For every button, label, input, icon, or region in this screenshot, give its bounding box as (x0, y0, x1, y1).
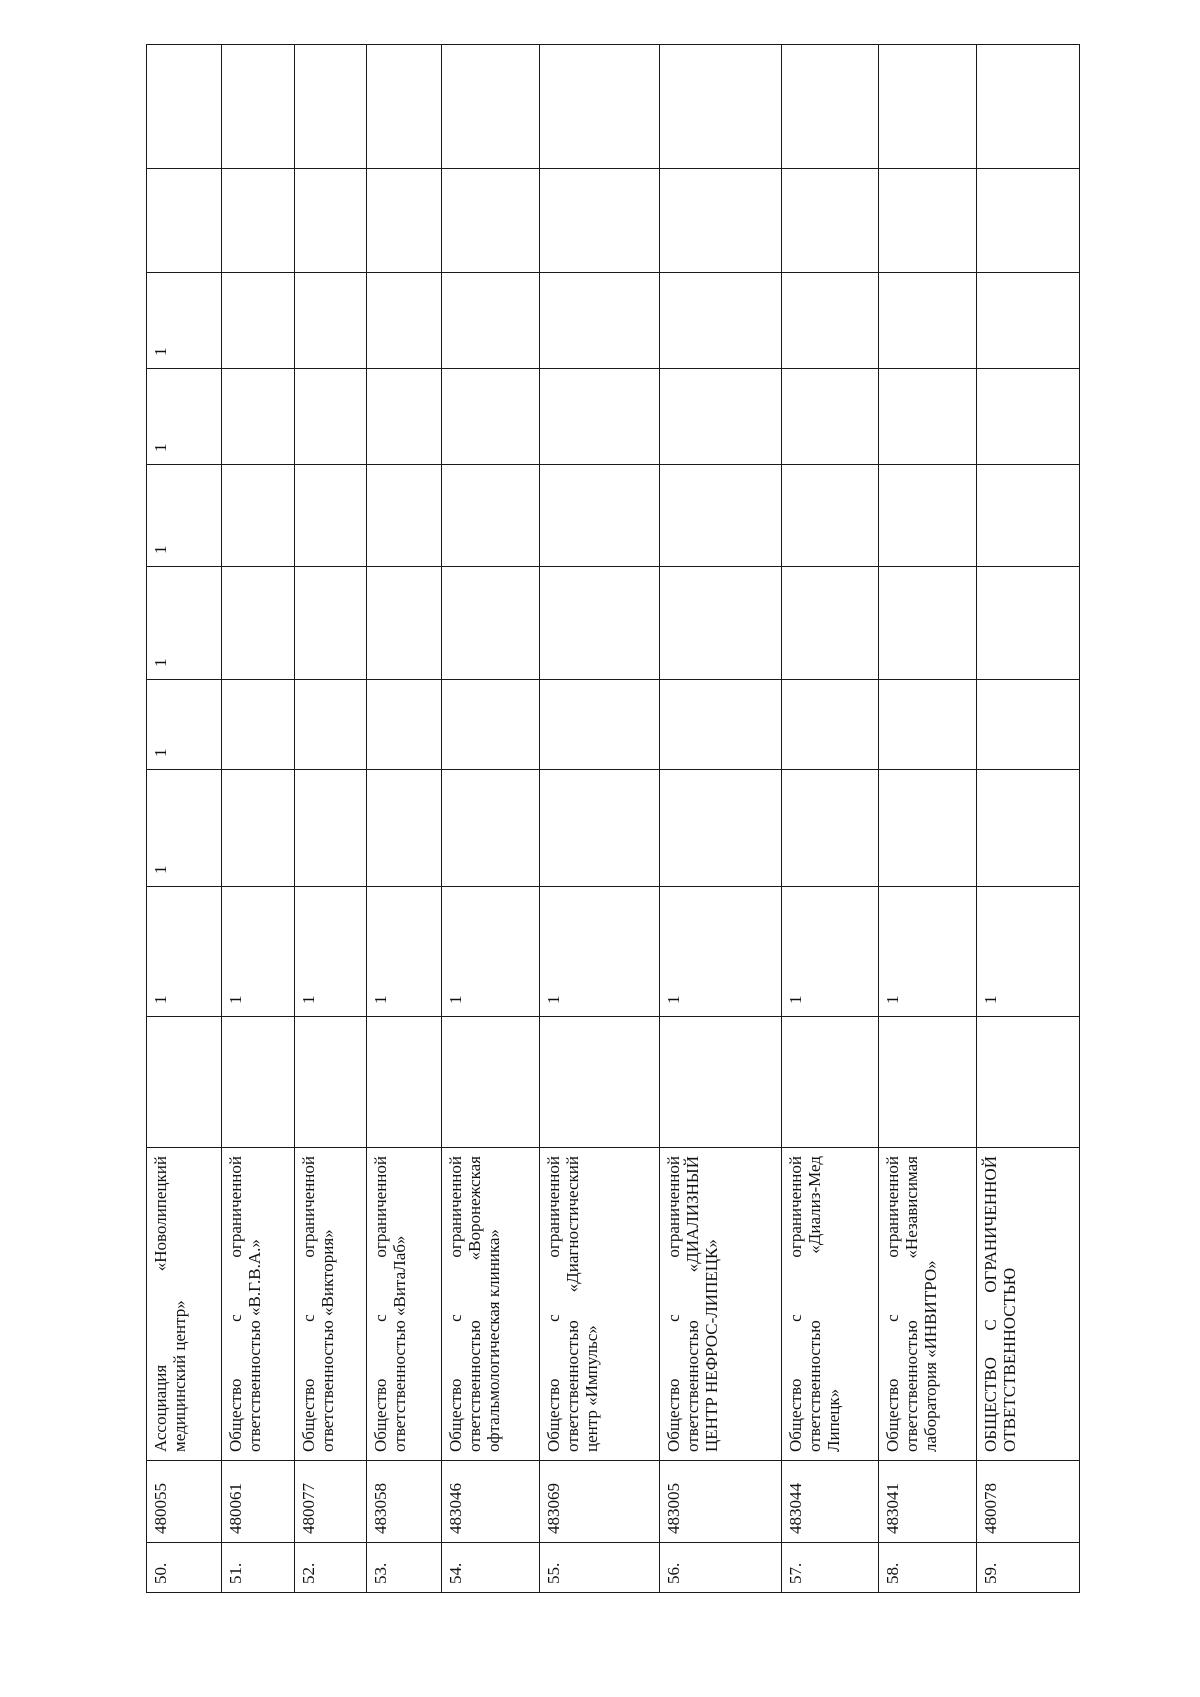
column-8-cell (295, 465, 366, 567)
column-6-cell (977, 680, 1080, 770)
organization-name-cell: Общество с ограниченной ответственностью «Воронежская офтальмологическая клиника» (442, 1148, 539, 1461)
column-8-cell (660, 465, 782, 567)
column-6-cell (221, 680, 295, 770)
column-7-cell (782, 567, 878, 680)
column-11-cell (295, 169, 366, 273)
organization-name-cell: ОБЩЕСТВО С ОГРАНИЧЕННОЙ ОТВЕТСТВЕННОСТЬЮ (977, 1148, 1080, 1461)
column-5-cell: 1 (147, 770, 222, 887)
column-4-cell: 1 (878, 887, 976, 1017)
row-number-cell: 53. (366, 1543, 442, 1593)
column-6-cell (878, 680, 976, 770)
column-7-cell: 1 (147, 567, 222, 680)
column-4-cell: 1 (977, 887, 1080, 1017)
column-11-cell (660, 169, 782, 273)
row-number-cell: 58. (878, 1543, 976, 1593)
column-9-cell (366, 369, 442, 465)
column-9-cell (539, 369, 659, 465)
column-7-cell (539, 567, 659, 680)
column-4-cell: 1 (295, 887, 366, 1017)
column-10-cell (539, 273, 659, 369)
column-8-cell (366, 465, 442, 567)
column-6-cell (442, 680, 539, 770)
column-10-cell (660, 273, 782, 369)
column-6-cell (782, 680, 878, 770)
column-9-cell (878, 369, 976, 465)
column-4-cell: 1 (660, 887, 782, 1017)
table-row (660, 45, 782, 1593)
registry-code-cell: 480077 (295, 1461, 366, 1543)
organizations-table (146, 44, 1080, 1593)
column-5-cell (366, 770, 442, 887)
column-3-cell (221, 1017, 295, 1148)
column-6-cell: 1 (147, 680, 222, 770)
column-7-cell (442, 567, 539, 680)
column-12-cell (782, 45, 878, 169)
table-row (221, 45, 295, 1593)
column-4-cell: 1 (366, 887, 442, 1017)
table-row (442, 45, 539, 1593)
organization-name-cell: Общество с ограниченной ответственностью «Диализ-Мед Липецк» (782, 1148, 878, 1461)
column-12-cell (366, 45, 442, 169)
organization-name-cell: Общество с ограниченной ответственностью «ВитаЛаб» (366, 1148, 442, 1461)
column-3-cell (782, 1017, 878, 1148)
table-row (147, 45, 222, 1593)
column-11-cell (977, 169, 1080, 273)
organization-name-cell: Общество с ограниченной ответственностью «В.Г.В.А.» (221, 1148, 295, 1461)
column-7-cell (221, 567, 295, 680)
registry-code-cell: 480055 (147, 1461, 222, 1543)
table-row (782, 45, 878, 1593)
column-6-cell (366, 680, 442, 770)
registry-code-cell: 483041 (878, 1461, 976, 1543)
registry-code-cell: 483044 (782, 1461, 878, 1543)
column-10-cell (366, 273, 442, 369)
column-3-cell (878, 1017, 976, 1148)
column-8-cell (221, 465, 295, 567)
column-6-cell (539, 680, 659, 770)
table-row (539, 45, 659, 1593)
column-9-cell (221, 369, 295, 465)
registry-code-cell: 483058 (366, 1461, 442, 1543)
registry-code-cell: 483005 (660, 1461, 782, 1543)
table-row (878, 45, 976, 1593)
column-11-cell (782, 169, 878, 273)
column-5-cell (977, 770, 1080, 887)
column-3-cell (977, 1017, 1080, 1148)
column-5-cell (878, 770, 976, 887)
row-number-cell: 51. (221, 1543, 295, 1593)
row-number-cell: 55. (539, 1543, 659, 1593)
column-8-cell (782, 465, 878, 567)
column-9-cell (977, 369, 1080, 465)
column-12-cell (147, 45, 222, 169)
column-9-cell (782, 369, 878, 465)
column-12-cell (977, 45, 1080, 169)
column-5-cell (221, 770, 295, 887)
registry-code-cell: 480078 (977, 1461, 1080, 1543)
row-number-cell: 54. (442, 1543, 539, 1593)
column-9-cell (442, 369, 539, 465)
row-number-cell: 52. (295, 1543, 366, 1593)
table-row (295, 45, 366, 1593)
column-3-cell (366, 1017, 442, 1148)
column-4-cell: 1 (147, 887, 222, 1017)
table-row (366, 45, 442, 1593)
column-7-cell (295, 567, 366, 680)
row-number-cell: 57. (782, 1543, 878, 1593)
column-9-cell (660, 369, 782, 465)
column-8-cell: 1 (147, 465, 222, 567)
column-12-cell (539, 45, 659, 169)
column-8-cell (977, 465, 1080, 567)
registry-code-cell: 483046 (442, 1461, 539, 1543)
row-number-cell: 59. (977, 1543, 1080, 1593)
column-3-cell (660, 1017, 782, 1148)
column-10-cell (295, 273, 366, 369)
column-8-cell (442, 465, 539, 567)
column-10-cell: 1 (147, 273, 222, 369)
column-6-cell (295, 680, 366, 770)
column-9-cell: 1 (147, 369, 222, 465)
column-5-cell (539, 770, 659, 887)
column-7-cell (977, 567, 1080, 680)
column-3-cell (442, 1017, 539, 1148)
column-5-cell (295, 770, 366, 887)
row-number-cell: 50. (147, 1543, 222, 1593)
column-3-cell (295, 1017, 366, 1148)
column-3-cell (147, 1017, 222, 1148)
table-row (977, 45, 1080, 1593)
column-10-cell (878, 273, 976, 369)
column-10-cell (977, 273, 1080, 369)
column-8-cell (539, 465, 659, 567)
organization-name-cell: Ассоциация «Новолипецкий медицинский центр» (147, 1148, 222, 1461)
registry-code-cell: 480061 (221, 1461, 295, 1543)
column-7-cell (366, 567, 442, 680)
column-4-cell: 1 (442, 887, 539, 1017)
organization-name-cell: Общество с ограниченной ответственностью «ДИАЛИЗНЫЙ ЦЕНТР НЕФРОС-ЛИПЕЦК» (660, 1148, 782, 1461)
column-4-cell: 1 (221, 887, 295, 1017)
column-11-cell (539, 169, 659, 273)
column-12-cell (221, 45, 295, 169)
column-9-cell (295, 369, 366, 465)
column-6-cell (660, 680, 782, 770)
column-11-cell (442, 169, 539, 273)
column-4-cell: 1 (539, 887, 659, 1017)
organization-name-cell: Общество с ограниченной ответственностью «Диагностический центр «Импульс» (539, 1148, 659, 1461)
column-5-cell (782, 770, 878, 887)
column-7-cell (878, 567, 976, 680)
column-12-cell (442, 45, 539, 169)
column-4-cell: 1 (782, 887, 878, 1017)
column-10-cell (442, 273, 539, 369)
column-5-cell (660, 770, 782, 887)
column-8-cell (878, 465, 976, 567)
organization-name-cell: Общество с ограниченной ответственностью «Виктория» (295, 1148, 366, 1461)
registry-code-cell: 483069 (539, 1461, 659, 1543)
column-11-cell (147, 169, 222, 273)
column-11-cell (366, 169, 442, 273)
column-12-cell (878, 45, 976, 169)
column-10-cell (221, 273, 295, 369)
column-11-cell (221, 169, 295, 273)
column-7-cell (660, 567, 782, 680)
column-12-cell (295, 45, 366, 169)
column-5-cell (442, 770, 539, 887)
row-number-cell: 56. (660, 1543, 782, 1593)
organization-name-cell: Общество с ограниченной ответственностью «Независимая лаборатория «ИНВИТРО» (878, 1148, 976, 1461)
column-3-cell (539, 1017, 659, 1148)
column-11-cell (878, 169, 976, 273)
rotated-table-container (146, 45, 1080, 1593)
column-12-cell (660, 45, 782, 169)
column-10-cell (782, 273, 878, 369)
